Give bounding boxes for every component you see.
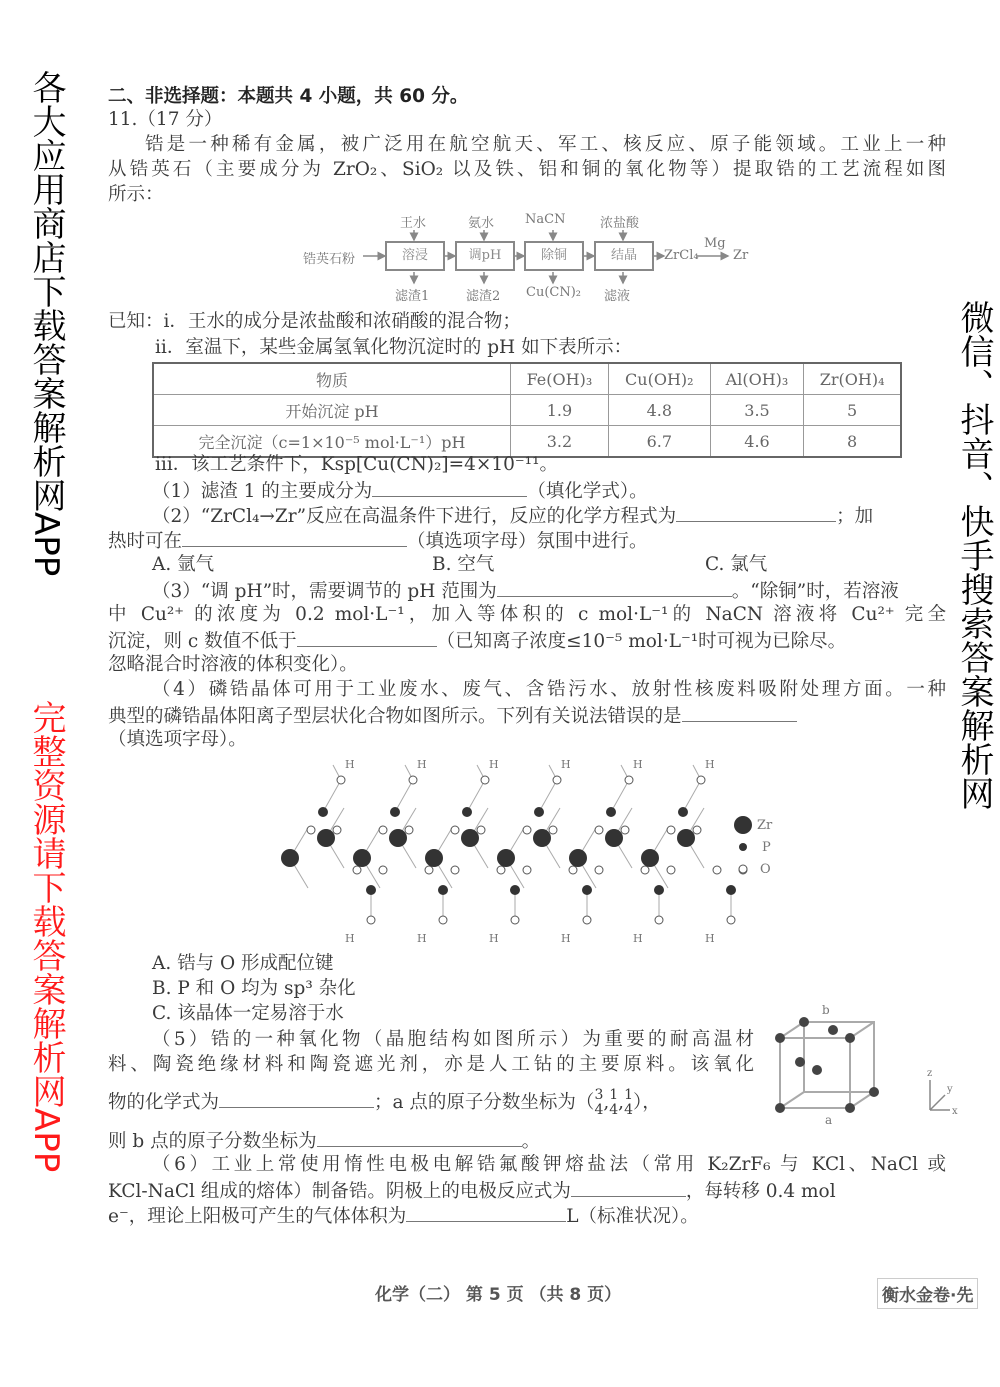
q5-text: ）， <box>632 1092 661 1113</box>
legend-zr-icon <box>734 816 752 834</box>
q5-line: 物的化学式为 ；a 点的原子分数坐标为（3 4,1 4,1 4）， <box>108 1087 661 1118</box>
oxygen-atom <box>641 866 649 874</box>
cell: 8 <box>804 426 901 458</box>
q3 <box>152 578 899 604</box>
flow-reagent: Mg <box>704 236 726 251</box>
q2-text: （填选项字母）氛围中进行。 <box>407 531 648 552</box>
zirconium-atom <box>389 829 407 847</box>
flow-start: 锆英石粉 <box>303 252 356 267</box>
q3-line: 中 Cu²⁺ 的浓度为 0.2 mol·L⁻¹，加入等体积的 c mol·L⁻¹的 NaCN 溶液将 Cu²⁺ 完全 <box>108 604 946 625</box>
q3-text: 。“除铜”时，若溶液 <box>731 581 899 602</box>
point-a-label: a <box>825 1113 833 1127</box>
q2-cont <box>108 528 648 554</box>
legend-p: P <box>762 840 771 855</box>
table-header: Al(OH)₃ <box>710 363 804 395</box>
q6-line <box>108 1203 699 1229</box>
flow-step: 调pH <box>455 241 515 271</box>
q5-line <box>108 1128 540 1154</box>
legend-p-icon <box>739 843 747 851</box>
q6-line: （6）工业上常使用惰性电极电解锆氟酸钾熔盐法（常用 K₂ZrF₆ 与 KCl、NaCl 或 <box>152 1154 946 1175</box>
q4-line: （填选项字母）。 <box>108 729 247 750</box>
q3-text: 沉淀，则 c 数值不低于 <box>108 631 297 652</box>
oxygen-atom <box>337 776 345 784</box>
known-2: ⅱ．室温下，某些金属氢氧化物沉淀时的 pH 如下表所示： <box>155 337 633 358</box>
oxygen-atom <box>307 826 315 834</box>
table-header: 物质 <box>153 363 511 395</box>
cell: 完全沉淀（c=1×10⁻⁵ mol·L⁻¹）pH <box>153 426 511 458</box>
answer-blank[interactable] <box>182 528 407 547</box>
hydrogen-label: H <box>705 758 715 771</box>
answer-blank[interactable] <box>317 1128 522 1147</box>
answer-blank[interactable] <box>372 478 527 497</box>
oxygen-atom <box>553 776 561 784</box>
oxygen-atom <box>693 826 701 834</box>
cell: 开始沉淀 pH <box>153 395 511 426</box>
oxygen-atom <box>511 916 519 924</box>
hydrogen-label: H <box>345 932 355 945</box>
watermark-red: 完整资源请下载答案解析网APP <box>26 700 66 1173</box>
hydrogen-label: H <box>489 758 499 771</box>
phosphorus-atom <box>534 807 544 817</box>
flow-input: NaCN <box>525 212 566 227</box>
q4-option-c: C. 该晶体一定易溶于水 <box>152 1003 344 1024</box>
unit-cell-diagram <box>770 1000 960 1130</box>
watermark-black-top: 各大应用商店下载答案解析网APP <box>26 70 66 577</box>
q2-option-b: B. 空气 <box>432 554 495 575</box>
q5-text: 。 <box>521 1131 541 1152</box>
fraction: 1 4 <box>609 1087 619 1118</box>
axis-y-label: y <box>947 1084 953 1095</box>
flow-input: 氨水 <box>468 216 495 231</box>
flow-input: 王水 <box>400 216 427 231</box>
q4-line <box>108 703 797 729</box>
axis-x-label: x <box>952 1106 958 1117</box>
legend-zr: Zr <box>757 818 773 833</box>
oxygen-atom <box>409 776 417 784</box>
answer-blank[interactable] <box>682 703 797 722</box>
cell: 5 <box>804 395 901 426</box>
oxygen-atom <box>621 826 629 834</box>
hydrogen-label: H <box>345 758 355 771</box>
zirconium-atom <box>569 849 587 867</box>
table-row <box>153 395 901 426</box>
answer-blank[interactable] <box>297 628 437 647</box>
answer-blank[interactable] <box>676 503 836 522</box>
q2-text: （2）“ZrCl₄→Zr”反应在高温条件下进行，反应的化学方程式为 <box>152 506 677 527</box>
q4-line: （4）磷锆晶体可用于工业废水、废气、含锆污水、放射性核废料吸附处理方面。一种 <box>152 679 946 700</box>
flow-step: 除铜 <box>524 241 584 271</box>
flow-input: 浓盐酸 <box>600 216 640 231</box>
axis-z-label: z <box>927 1068 933 1079</box>
flow-final: Zr <box>733 248 749 263</box>
oxygen-atom <box>697 776 705 784</box>
q5-line: 料、陶瓷绝缘材料和陶瓷遮光剂，亦是人工钻的主要原料。该氧化 <box>108 1054 754 1075</box>
oxygen-atom <box>367 916 375 924</box>
legend-o-icon <box>739 865 747 873</box>
phosphorus-atom <box>582 885 592 895</box>
page-footer: 化学（二） 第 5 页 （共 8 页） <box>375 1285 622 1305</box>
phosphorus-atom <box>606 807 616 817</box>
q5-text: ；a 点的原子分数坐标为（ <box>374 1092 595 1113</box>
oxygen-atom <box>667 826 675 834</box>
zirconium-atom <box>533 829 551 847</box>
zirconium-atom <box>317 829 335 847</box>
oxygen-atom <box>523 826 531 834</box>
fraction: 1 4 <box>624 1087 633 1118</box>
answer-blank[interactable] <box>571 1178 686 1197</box>
cell: 3.2 <box>511 426 609 458</box>
zirconium-atom <box>353 849 371 867</box>
answer-blank[interactable] <box>406 1203 566 1222</box>
oxygen-atom <box>379 826 387 834</box>
oxygen-atom <box>523 866 531 874</box>
hydrogen-label: H <box>633 932 643 945</box>
q6-text: KCl-NaCl 组成的熔体）制备锆。阴极上的电极反应式为 <box>108 1181 571 1202</box>
flow-output: 滤渣2 <box>466 289 501 304</box>
zirconium-atom <box>677 829 695 847</box>
question-number: 11.（17 分） <box>108 109 223 130</box>
q2-option-a: A. 氩气 <box>152 554 215 575</box>
answer-blank[interactable] <box>497 578 732 597</box>
q2-option-c: C. 氯气 <box>705 554 768 575</box>
oxygen-atom <box>333 826 341 834</box>
zirconium-atom <box>605 829 623 847</box>
zirconium-atom <box>497 849 515 867</box>
phosphorus-atom <box>390 807 400 817</box>
flow-step: 结晶 <box>594 241 654 271</box>
oxygen-atom <box>481 776 489 784</box>
oxygen-atom <box>595 826 603 834</box>
oxygen-atom <box>425 866 433 874</box>
oxygen-atom <box>713 866 721 874</box>
point-b-label: b <box>822 1003 830 1017</box>
q2-text: ；加 <box>836 506 874 527</box>
zirconium-atom <box>425 849 443 867</box>
intro-line: 所示： <box>108 184 164 205</box>
q3-line: 忽略混合时溶液的体积变化）。 <box>108 654 358 675</box>
zr-phosphate-layer-diagram <box>0 750 1000 950</box>
flow-step: 溶浸 <box>385 241 445 271</box>
oxygen-atom <box>655 916 663 924</box>
q3-text: （已知离子浓度≤10⁻⁵ mol·L⁻¹时可视为已除尽。 <box>436 631 847 652</box>
hydrogen-label: H <box>561 932 571 945</box>
q1-text: （1）滤渣 1 的主要成分为 <box>152 481 373 502</box>
table-header: Fe(OH)₃ <box>511 363 609 395</box>
phosphorus-atom <box>462 807 472 817</box>
cell: 4.6 <box>710 426 804 458</box>
q3-text: （3）“调 pH”时，需要调节的 pH 范围为 <box>152 581 497 602</box>
phosphorus-atom <box>318 807 328 817</box>
q1 <box>152 478 648 504</box>
q4-option-b: B. P 和 O 均为 sp³ 杂化 <box>152 978 356 999</box>
phosphorus-atom <box>366 885 376 895</box>
hydrogen-label: H <box>417 932 427 945</box>
precipitation-ph-table <box>152 362 902 458</box>
known-1: 已知：ⅰ．王水的成分是浓盐酸和浓硝酸的混合物； <box>108 311 521 332</box>
oxygen-atom <box>451 866 459 874</box>
phosphorus-atom <box>654 885 664 895</box>
zirconium-atom <box>281 849 299 867</box>
oxygen-atom <box>405 826 413 834</box>
table-header: Cu(OH)₂ <box>608 363 710 395</box>
q6-text: e⁻，理论上阳极可产生的气体体积为 <box>108 1206 407 1227</box>
table-header: Zr(OH)₄ <box>804 363 901 395</box>
q6-text: ，每转移 0.4 mol <box>685 1181 836 1202</box>
oxygen-atom <box>477 826 485 834</box>
oxygen-atom <box>353 866 361 874</box>
watermark-black-bottom: 微信、抖音、快手搜索答案解析网 <box>954 300 994 810</box>
q5-text: 物的化学式为 <box>108 1092 220 1113</box>
legend-o: O <box>760 862 771 877</box>
oxygen-atom <box>569 866 577 874</box>
q4-option-a: A. 锆与 O 形成配位键 <box>152 953 334 974</box>
oxygen-atom <box>549 826 557 834</box>
brand-label: 衡水金卷·先 <box>877 1278 978 1309</box>
oxygen-atom <box>595 866 603 874</box>
q6-text: L（标准状况）。 <box>566 1206 699 1227</box>
q5-line: （5）锆的一种氧化物（晶胞结构如图所示）为重要的耐高温材 <box>152 1029 754 1050</box>
cell: 6.7 <box>608 426 710 458</box>
q5-text: 则 b 点的原子分数坐标为 <box>108 1131 317 1152</box>
zirconium-atom <box>461 829 479 847</box>
oxygen-atom <box>727 916 735 924</box>
q2 <box>152 503 873 529</box>
zirconium-atom <box>641 849 659 867</box>
flow-output: 滤渣1 <box>395 289 430 304</box>
cell: 3.5 <box>710 395 804 426</box>
intro-line: 从锆英石（主要成分为 ZrO₂、SiO₂ 以及铁、铝和铜的氧化物等）提取锆的工艺流程如图 <box>108 159 946 180</box>
oxygen-atom <box>439 916 447 924</box>
phosphorus-atom <box>438 885 448 895</box>
oxygen-atom <box>583 916 591 924</box>
q2-text: 热时可在 <box>108 531 183 552</box>
oxygen-atom <box>625 776 633 784</box>
hydrogen-label: H <box>633 758 643 771</box>
q4-text: 典型的磷锆晶体阳离子型层状化合物如图所示。下列有关说法错误的是 <box>108 706 682 727</box>
cell: 4.8 <box>608 395 710 426</box>
oxygen-atom <box>497 866 505 874</box>
q1-text: （填化学式）。 <box>527 481 648 502</box>
hydrogen-label: H <box>561 758 571 771</box>
q3-line <box>108 628 846 654</box>
fraction: 3 4 <box>594 1087 604 1118</box>
q6-line <box>108 1178 836 1204</box>
oxygen-atom <box>667 866 675 874</box>
intro-line: 锆是一种稀有金属，被广泛用在航空航天、军工、核反应、原子能领域。工业上一种 <box>145 134 946 155</box>
answer-blank[interactable] <box>219 1089 374 1108</box>
hydrogen-label: H <box>489 932 499 945</box>
hydrogen-label: H <box>705 932 715 945</box>
oxygen-atom <box>379 866 387 874</box>
flow-output: 滤液 <box>604 289 631 304</box>
phosphorus-atom <box>726 885 736 895</box>
phosphorus-atom <box>678 807 688 817</box>
cell: 1.9 <box>511 395 609 426</box>
oxygen-atom <box>451 826 459 834</box>
known-3: ⅲ．该工艺条件下，Ksp[Cu(CN)₂]=4×10⁻¹¹。 <box>155 454 559 475</box>
flow-product: ZrCl₄ <box>664 248 699 263</box>
phosphorus-atom <box>510 885 520 895</box>
hydrogen-label: H <box>417 758 427 771</box>
flow-output: Cu(CN)₂ <box>526 285 581 300</box>
section-title: 二、非选择题：本题共 4 小题，共 60 分。 <box>108 86 469 107</box>
